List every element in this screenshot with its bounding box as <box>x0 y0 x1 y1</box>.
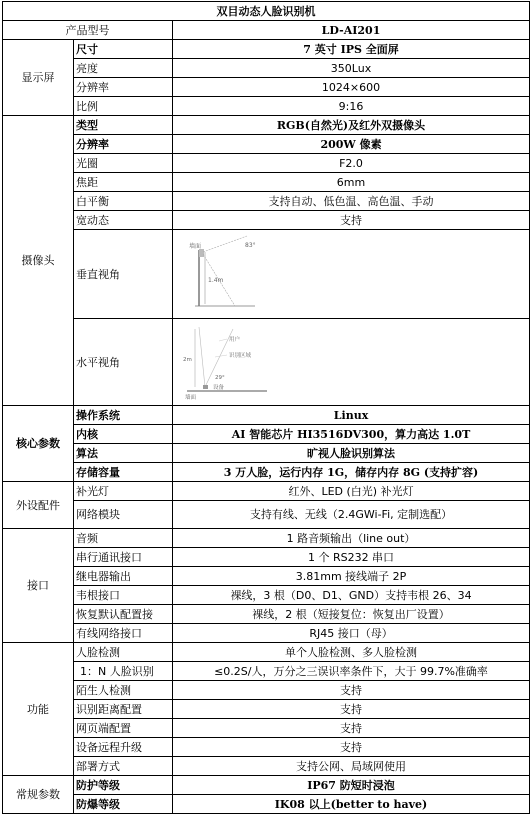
row-value: 支持自动、低色温、高色温、手动 <box>173 192 530 211</box>
row-label: 陌生人检测 <box>74 681 173 700</box>
row-value: 支持有线、无线（2.4GWi-Fi, 定制选配） <box>173 501 530 529</box>
row-value: 350Lux <box>173 59 530 78</box>
row-value: 200W 像素 <box>173 135 530 154</box>
row-value: 支持 <box>173 738 530 757</box>
row-label: 人脸检测 <box>74 643 173 662</box>
row-value: 3.81mm 接线端子 2P <box>173 567 530 586</box>
row-label: 网络模块 <box>74 501 173 529</box>
category-peripheral: 外设配件 <box>3 482 74 529</box>
row-label: 白平衡 <box>74 192 173 211</box>
device-mark <box>203 385 208 389</box>
vertical-view-cell <box>173 230 530 319</box>
row-value: RJ45 接口（母） <box>173 624 530 643</box>
height-text: 1.4m <box>208 277 224 284</box>
row-label: 比例 <box>74 97 173 116</box>
row-value: 红外、LED (白光) 补光灯 <box>173 482 530 501</box>
spec-table <box>2 1 530 814</box>
row-label: 音频 <box>74 529 173 548</box>
row-label: 光圈 <box>74 154 173 173</box>
row-value: F2.0 <box>173 154 530 173</box>
user-leader <box>219 339 227 341</box>
row-value: 6mm <box>173 173 530 192</box>
row-value: 支持 <box>173 700 530 719</box>
row-label: 内核 <box>74 425 173 444</box>
row-label: 1：N 人脸识别 <box>74 662 173 681</box>
category-core: 核心参数 <box>3 406 74 482</box>
row-label: 继电器输出 <box>74 567 173 586</box>
row-label: 存储容量 <box>74 463 173 482</box>
row-label: 防爆等级 <box>74 795 173 814</box>
row-label: 分辨率 <box>74 135 173 154</box>
category-general: 常规参数 <box>3 776 74 814</box>
row-value: 裸线，3 根（D0、D1、GND）支持韦根 26、34 <box>173 586 530 605</box>
row-value: IK08 以上(better to have) <box>173 795 530 814</box>
row-value: AI 智能芯片 HI3516DV300，算力高达 1.0T <box>173 425 530 444</box>
row-label: 操作系统 <box>74 406 173 425</box>
row-label: 串行通讯接口 <box>74 548 173 567</box>
row-label: 有线网络接口 <box>74 624 173 643</box>
row-value: 裸线，2 根（短接复位：恢复出厂设置） <box>173 605 530 624</box>
table-title: 双目动态人脸识别机 <box>3 2 530 21</box>
row-label: 类型 <box>74 116 173 135</box>
row-value: 旷视人脸识别算法 <box>173 444 530 463</box>
category-display: 显示屏 <box>3 40 74 116</box>
row-value: 单个人脸检测、多人脸检测 <box>173 643 530 662</box>
angle-text: 83° <box>245 242 256 249</box>
model-value: LD-AI201 <box>173 21 530 40</box>
row-label: 部署方式 <box>74 757 173 776</box>
view-ray-upper <box>203 236 247 252</box>
user-text: 用户 <box>229 337 241 343</box>
row-value: IP67 防短时浸泡 <box>173 776 530 795</box>
distance-text: 2m <box>183 357 192 363</box>
horizontal-view-label: 水平视角 <box>74 319 173 406</box>
category-function: 功能 <box>3 643 74 776</box>
wall-text: 墙面 <box>189 243 202 250</box>
row-label: 补光灯 <box>74 482 173 501</box>
row-label: 防护等级 <box>74 776 173 795</box>
row-label: 算法 <box>74 444 173 463</box>
row-label: 网页端配置 <box>74 719 173 738</box>
angle-text: 29° <box>215 375 225 381</box>
row-value: 1 个 RS232 串口 <box>173 548 530 567</box>
row-label: 尺寸 <box>74 40 173 59</box>
vertical-view-diagram <box>175 230 530 315</box>
row-value: 3 万人脸，运行内存 1G，储存内存 8G (支持扩容) <box>173 463 530 482</box>
row-label: 焦距 <box>74 173 173 192</box>
row-value: 9:16 <box>173 97 530 116</box>
area-text: 识别区域 <box>229 353 252 359</box>
device-mark <box>199 249 204 257</box>
model-label: 产品型号 <box>3 21 173 40</box>
row-value: 7 英寸 IPS 全面屏 <box>173 40 530 59</box>
row-value: 支持 <box>173 681 530 700</box>
wall-text: 墙面 <box>185 395 197 401</box>
row-label: 宽动态 <box>74 211 173 230</box>
category-interface: 接口 <box>3 529 74 643</box>
row-label: 亮度 <box>74 59 173 78</box>
horizontal-view-diagram <box>175 319 530 402</box>
view-ray-left <box>199 327 205 387</box>
row-value: 支持公网、局域网使用 <box>173 757 530 776</box>
category-camera: 摄像头 <box>3 116 74 406</box>
row-value: 1 路音频输出（line out） <box>173 529 530 548</box>
row-value: ≤0.2S/人，万分之三误识率条件下，大于 99.7%准确率 <box>173 662 530 681</box>
device-text: 设备 <box>213 385 225 391</box>
row-value: 1024×600 <box>173 78 530 97</box>
row-value: RGB(自然光)及红外双摄像头 <box>173 116 530 135</box>
row-value: Linux <box>173 406 530 425</box>
row-label: 分辨率 <box>74 78 173 97</box>
row-value: 支持 <box>173 211 530 230</box>
row-label: 韦根接口 <box>74 586 173 605</box>
row-value: 支持 <box>173 719 530 738</box>
row-label: 设备远程升级 <box>74 738 173 757</box>
area-leader <box>215 355 227 357</box>
horizontal-view-cell <box>173 319 530 406</box>
row-label: 识别距离配置 <box>74 700 173 719</box>
row-label: 恢复默认配置接 <box>74 605 173 624</box>
vertical-view-label: 垂直视角 <box>74 230 173 319</box>
